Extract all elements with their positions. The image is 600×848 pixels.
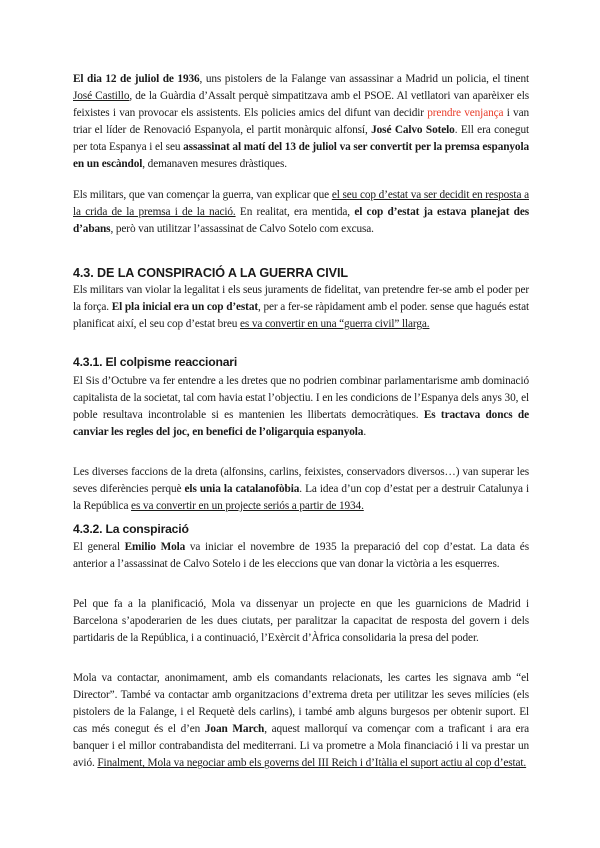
rules-change-highlight: Es tractava doncs de canviar les regles del joc, en benefici de l’oligarquia espanyola [73,409,529,439]
subsection-heading-4-3-1: 4.3.1. El colpisme reaccionari [73,355,238,369]
paragraph-mola-start: El general Emilio Mola va iniciar el novembre de 1935 la preparació del cop d’estat. La data és anterior a l’assassinat de Calvo Sotelo i de les eleccions que van donar la victòria a les esquerres. [73,541,529,571]
paragraph-reactionary-coup: El Sis d’Octubre va fer entendre a les dretes que no podrien combinar parlamentarisme amb dominació capitalista de la societat, tal com havia estat l’objectiu. I en les condicions de l’Espanya dels anys 30, el poble resultava incontrolable si es mantenien les llibertats democràtiques. Es tractava doncs de canviar les regles del joc, en benefici de l’oligarquia espanyola. [73,375,529,439]
paragraph-assassinations: El dia 12 de juliol de 1936, uns pistolers de la Falange van assassinar a Madrid un policia, el tinent José Castillo, de la Guàrdia d’Assalt perquè simpatitzava amb el PSOE. Al vetllatori van aparèixer els feixistes i van provocar els assistents. Els policies amics del difunt van decidir prendre venjança i van triar el líder de Renovació Espanyola, el partit monàrquic alfonsí, José Calvo Sotelo. Ell era conegut per tota Espanya i el seu assassinat al matí del 13 de juliol va ser convertit per la premsa espanyola en un escàndol, demanaven mesures dràstiques. [73,73,530,171]
scandal-highlight: assassinat al matí del 13 de juliol va ser convertit per la premsa espanyola en un escàndol [73,141,529,171]
date-highlight: El dia 12 de juliol de 1936 [73,73,200,85]
joan-march-name: Joan March [204,723,265,736]
coup-planned-highlight: el cop d’estat ja estava planejat des d’abans [73,206,529,236]
subsection-heading-4-3-2: 4.3.2. La conspiració [73,522,189,536]
project-1934-underline: es va convertir en un projecte seriós a partir de 1934. [131,500,364,513]
catalanophobia-highlight: els unia la catalanofòbia [184,483,300,496]
coup-claim-underline: el seu cop d’estat va ser decidit en resposta a la crida de la premsa i de la nació. [73,189,529,219]
paragraph-right-factions: Les diverses faccions de la dreta (alfonsins, carlins, feixistes, conservadors diversos…) van superar les seves diferències perquè els unia la catalanofòbia. La idea d’un cop d’estat per a destruir Catalunya i la República es va convertir en un projecte seriós a partir de 1934. [73,466,530,513]
paragraph-planning: Pel que fa a la planificació, Mola va dissenyar un projecte en que les guarnicions de Madrid i Barcelona s’apoderarien de les dues ciutats, per paralitzar la capacitat de resposta del govern i dels partidaris de la República, i a continuació, l’Exèrcit d’Àfrica consolidaria la presa del poder. [73,598,529,645]
castillo-name: José Castillo [73,90,130,103]
paragraph-military-excuse: Els militars, que van començar la guerra, van explicar que el seu cop d’estat va ser decidit en resposta a la crida de la premsa i de la nació. En realitat, era mentida, el cop d’estat ja estava planejat des d’abans, però van utilitzar l’assassinat de Calvo Sotelo com excusa. [73,189,529,236]
paragraph-contacts: Mola va contactar, anonimament, amb els comandants relacionats, les cartes les signava amb “el Director”. També va contactar amb organitzacions d’extrema dreta per utilitzar les seves milícies (els pistolers de la Falange, i el Requetè dels carlins), i també amb alguns burgesos per obtenir suport. El cas més conegut és el d’en Joan March, aquest mallorquí va començar com a traficant i ara era banquer i el millor contrabandista del mediterrani. Li va prometre a Mola financiació i li va prestar un avió. Finalment, Mola va negociar amb els governs del III Reich i d’Itàlia el suport actiu al cop d’estat. [73,672,529,770]
calvo-sotelo-name: José Calvo Sotelo [371,124,455,137]
revenge-phrase: prendre venjança [427,107,504,120]
civil-war-underline: es va convertir en una “guerra civil” llarga. [239,318,430,331]
mola-name: Emilio Mola [124,541,186,553]
paragraph-coup-plan: Els militars van violar la legalitat i els seus juraments de fidelitat, van pretendre fer-se amb el poder per la força. El pla inicial era un cop d’estat, per a fer-se ràpidament amb el poder. sense que hagués estat planificat així, el seu cop d’estat breu es va convertir en una “guerra civil” llarga. [73,284,529,331]
foreign-support-underline: Finalment, Mola va negociar amb els governs del III Reich i d’Itàlia el suport actiu al cop d’estat. [97,757,527,770]
section-heading-4-3: 4.3. DE LA CONSPIRACIÓ A LA GUERRA CIVIL [73,266,348,280]
initial-plan-highlight: El pla inicial era un cop d’estat [111,301,258,314]
